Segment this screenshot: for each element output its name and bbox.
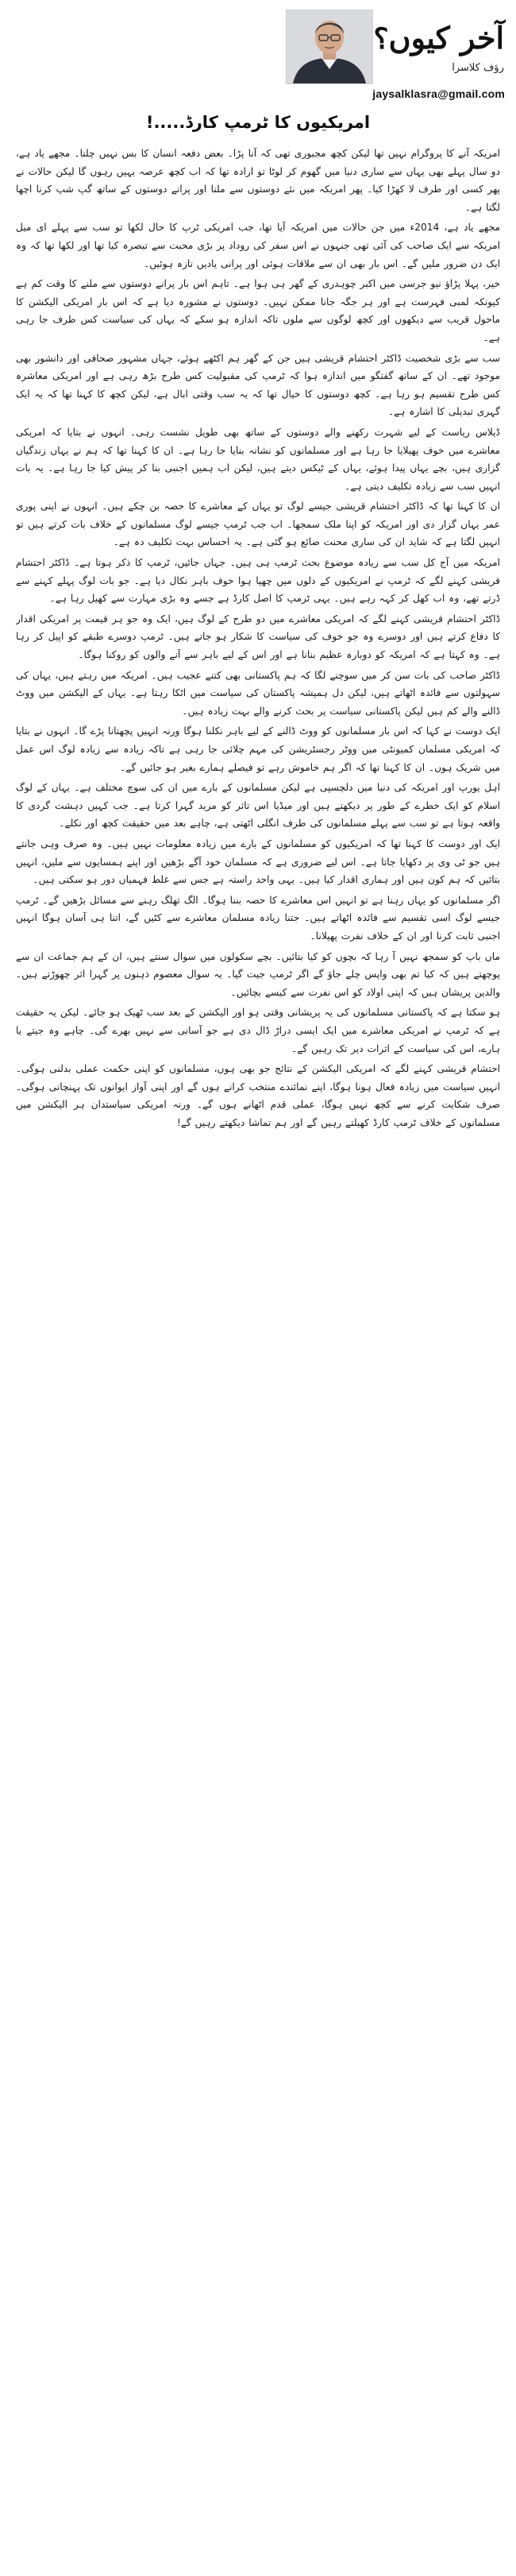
article-paragraph: ڈیلاس ریاست کے لیے شہرت رکھنے والے دوستوں کے ساتھ بھی طویل نشست رہی۔ انہوں نے بتایا کہ امریکی معاشرے میں خوف پھیلایا جا رہا ہے اور مسلمانوں کو نشانہ بنایا جا رہا ہے۔ ان کا کہنا تھا کہ ہم نے یہاں زندگیاں گزاری ہیں، بچے یہاں پیدا ہوئے، یہاں کے ٹیکس دیتے ہیں، لیکن اب ہمیں اجنبی بنا کر پیش کیا جا رہا ہے۔ یہ بات انہیں سب سے زیادہ تکلیف دیتی ہے۔	[16, 426, 500, 492]
author-portrait-icon	[287, 10, 372, 83]
column-header	[0, 0, 516, 132]
article-paragraph: احتشام قریشی کہنے لگے کہ امریکی الیکشن کے نتائج جو بھی ہوں، مسلمانوں کو اپنی حکمت عملی بدلنی ہوگی۔ انہیں سیاست میں زیادہ فعال ہونا ہوگا، اپنے نمائندے منتخب کرانے ہوں گے اور اپنی آواز ایوانوں تک پہنچانی ہوگی۔ صرف شکایت کرنے سے کچھ نہیں ہوگا، عملی قدم اٹھانے ہوں گے۔ ورنہ امریکی سیاستدان ہر الیکشن میں مسلمانوں کے خلاف ٹرمپ کارڈ کھیلتے رہیں گے اور ہم تماشا دیکھتے رہیں گے!	[16, 1063, 500, 1128]
column-logo-title	[373, 16, 504, 60]
article-paragraph: ان کا کہنا تھا کہ ڈاکٹر احتشام قریشی جیسے لوگ تو یہاں کے معاشرے کا حصہ بن چکے ہیں۔ انہوں نے اپنی پوری عمر یہاں گزار دی اور امریکہ کو اپنا ملک سمجھا۔ اب جب ٹرمپ جیسے لوگ مسلمانوں کے خلاف بات کرتے ہیں تو انہیں لگتا ہے کہ شاید ان کی ساری محنت ضائع ہو گئی ہے۔ یہ احساس بہت تکلیف دہ ہے۔	[16, 501, 500, 548]
article-paragraph: خیر، پہلا پڑاؤ نیو جرسی میں اکبر چوہدری کے گھر ہی ہوا ہے۔ تاہم اس بار پرانے دوستوں سے ملنے کا وقت کم ہے کیونکہ لمبی فہرست ہے اور ہر جگہ جانا ممکن نہیں۔ دوستوں نے مشورہ دیا ہے کہ اس بار امریکی الیکشن کا ماحول قریب سے دیکھوں اور کچھ لوگوں سے ملوں تاکہ اندازہ ہو سکے کہ یہاں کی سیاست کس طرف جا رہی ہے۔	[16, 278, 500, 343]
article-paragraph: مجھے یاد ہے، 2014ء میں جن حالات میں امریکہ آیا تھا، جب امریکی ٹرپ کا حال لکھا تو سب سے پہلے ای میل امریکہ سے ایک صاحب کی آئی تھی جنہوں نے اس سفر کی روداد پر بڑی محبت سے تبصرہ کیا تھا اور لکھا تھا کہ وہ ایک دن ضرور ملیں گے۔ اس بار بھی ان سے ملاقات ہوئی اور پرانی یادیں تازہ ہوئیں۔	[16, 222, 500, 269]
article-paragraph: ہو سکتا ہے کہ پاکستانی مسلمانوں کی یہ پریشانی وقتی ہو اور الیکشن کے بعد سب ٹھیک ہو جائے۔ لیکن یہ حقیقت ہے کہ ٹرمپ نے امریکی معاشرے میں ایک ایسی دراڑ ڈال دی ہے جو آسانی سے نہیں بھرے گی۔ چاہے وہ جیتے یا ہارے، اس کی سیاست کے اثرات دیر تک رہیں گے۔	[16, 1007, 500, 1054]
article-paragraph: اگر مسلمانوں کو یہاں رہنا ہے تو انہیں اس معاشرے کا حصہ بننا ہوگا۔ الگ تھلگ رہنے سے مسائل بڑھیں گے۔ ٹرمپ جیسے لوگ اسی تقسیم سے فائدہ اٹھاتے ہیں۔ جتنا زیادہ مسلمان معاشرے سے کٹیں گے، اتنا ہی آسان ہوگا انہیں اجنبی ثابت کرنا اور ان کے خلاف نفرت پھیلانا۔	[16, 894, 500, 942]
article-paragraph: ماں باپ کو سمجھ نہیں آ رہا کہ بچوں کو کیا بتائیں۔ بچے سکولوں میں سوال سنتے ہیں، ان کے ہم جماعت ان سے پوچھتے ہیں کہ کیا تم بھی واپس چلے جاؤ گے اگر ٹرمپ جیت گیا۔ یہ سوال معصوم ذہنوں پر گہرا اثر چھوڑتے ہیں۔ والدین پریشان ہیں کہ اپنی اولاد کو اس نفرت سے کیسے بچائیں۔	[16, 950, 500, 998]
logo-title-text: آخر کیوں	[388, 20, 504, 56]
article-paragraph: ایک دوست نے کہا کہ اس بار مسلمانوں کو ووٹ ڈالنے کے لیے باہر نکلنا ہوگا ورنہ انہیں پچھتانا پڑے گا۔ انہوں نے بتایا کہ امریکی مسلمان کمیونٹی میں ووٹر رجسٹریشن کی مہم چلائی جا رہی ہے تاکہ زیادہ سے زیادہ لوگ اس عمل میں شریک ہوں۔ ان کا کہنا تھا کہ اگر ہم خاموش رہے تو فیصلے ہمارے بغیر ہو جائیں گے۔	[16, 725, 500, 773]
logo-question-mark: ؟	[373, 22, 389, 56]
author-name: رؤف کلاسرا	[452, 62, 504, 74]
article-paragraph: اہل یورپ اور امریکہ کی دنیا میں دلچسپی ہے لیکن مسلمانوں کے بارے میں ان کی سوچ مختلف ہے۔ یہاں کے لوگ اسلام کو ایک خطرے کے طور پر دیکھتے ہیں اور میڈیا اس تاثر کو مزید گہرا کرتا ہے۔ جب کہیں دہشت گردی کا واقعہ ہوتا ہے تو سب سے پہلے مسلمانوں کی طرف انگلی اٹھتی ہے، چاہے بعد میں حقیقت کچھ اور نکلے۔	[16, 782, 500, 830]
article-paragraph: ایک اور دوست کا کہنا تھا کہ امریکیوں کو مسلمانوں کے بارے میں زیادہ معلومات نہیں ہیں۔ وہ صرف وہی جانتے ہیں جو ٹی وی پر دکھایا جاتا ہے۔ اس لیے ضروری ہے کہ مسلمان خود آگے بڑھیں اور اپنے ہمسایوں سے ملیں، انہیں بتائیں کہ ہم کون ہیں اور ہماری اقدار کیا ہیں۔ یہی واحد راستہ ہے جس سے غلط فہمیاں دور ہو سکتی ہیں۔	[16, 837, 500, 886]
article-paragraph: سب سے بڑی شخصیت ڈاکٹر احتشام قریشی ہیں جن کے گھر ہم اکٹھے ہوئے، جہاں مشہور صحافی اور دانشور بھی موجود تھے۔ ان کے ساتھ گفتگو میں اندازہ ہوا کہ ٹرمپ کی مقبولیت کس طرح بڑھ رہی ہے اور امریکی معاشرہ کس طرح تقسیم ہو رہا ہے۔ کچھ دوستوں کا خیال تھا کہ یہ سب وقتی ابال ہے، لیکن کچھ کا کہنا تھا کہ یہ ایک گہری تبدیلی کا اشارہ ہے۔	[16, 352, 500, 418]
author-photo	[286, 10, 373, 84]
article-paragraph: امریکہ آنے کا پروگرام نہیں تھا لیکن کچھ مجبوری تھی کہ آنا پڑا۔ بعض دفعہ انسان کا بس نہیں چلتا۔ مجھے یاد ہے، دو سال پہلے بھی یہاں سے ساری دنیا میں گھوم کر لوٹا تو ارادہ تھا کہ اب کچھ عرصہ یہیں رہوں گا لیکن حالات نے پھر کسی اور طرف لا کھڑا کیا۔ پھر امریکہ میں نئے دوستوں سے ملنا اور پرانے دوستوں کے ساتھ گپ شپ کرنا اچھا لگتا ہے۔	[16, 148, 500, 213]
article-body	[16, 145, 500, 2568]
article-paragraph: امریکہ میں آج کل سب سے زیادہ موضوع بحث ٹرمپ ہی ہیں۔ جہاں جائیں، ٹرمپ کا ذکر ہوتا ہے۔ ڈاکٹر احتشام قریشی کہنے لگے کہ ٹرمپ نے امریکیوں کے دلوں میں چھپا ہوا خوف باہر نکال دیا ہے۔ جو بات لوگ پہلے کہنے سے ڈرتے تھے، وہ اب کھل کر کہہ رہے ہیں۔ یہی ٹرمپ کا اصل کارڈ ہے جسے وہ بڑی مہارت سے کھیل رہا ہے۔	[16, 557, 500, 605]
article-paragraph: ڈاکٹر صاحب کی بات سن کر میں سوچنے لگا کہ ہم پاکستانی بھی کتنے عجیب ہیں۔ امریکہ میں رہتے ہیں، یہاں کی سہولتوں سے فائدہ اٹھاتے ہیں، لیکن دل ہمیشہ پاکستان کی سیاست میں اٹکا رہتا ہے۔ یہاں کے الیکشن میں ووٹ ڈالنے والے کم ہیں لیکن پاکستانی سیاست پر بحث کرنے والے بہت زیادہ ہیں۔	[16, 669, 500, 717]
article-paragraph: ڈاکٹر احتشام قریشی کہنے لگے کہ امریکی معاشرے میں دو طرح کے لوگ ہیں، ایک وہ جو ہر قیمت پر امریکی اقدار کا دفاع کرتے ہیں اور دوسرے وہ جو خوف کی سیاست کا شکار ہو جاتے ہیں۔ ٹرمپ دوسرے طبقے کو اپیل کر رہا ہے۔ وہ کہتا ہے کہ امریکہ کو دوبارہ عظیم بنانا ہے اور اس کے لیے باہر سے آنے والوں کو روکنا ہوگا۔	[16, 613, 500, 661]
author-email: jaysalklasra@gmail.com	[372, 87, 505, 100]
article-headline: امریکیوں کا ٹرمپ کارڈ.....!	[145, 113, 371, 132]
